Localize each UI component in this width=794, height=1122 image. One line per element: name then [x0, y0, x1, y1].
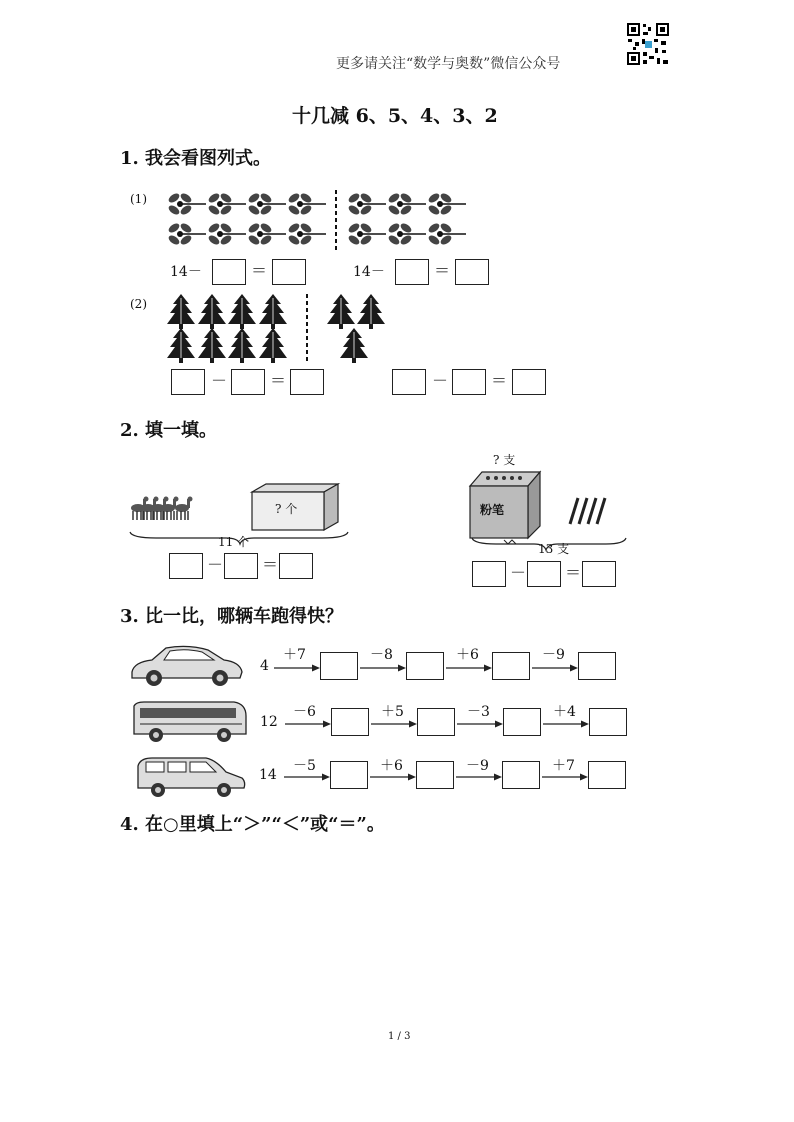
- minus-sign: －: [211, 371, 228, 390]
- q3-row3-start: 14: [259, 767, 277, 783]
- q3-row3-op: －9: [466, 758, 489, 774]
- car-illustration: [128, 642, 246, 688]
- answer-box[interactable]: [279, 553, 313, 579]
- qr-code-image: [626, 22, 670, 66]
- q2-left-box-label: ? 个: [275, 502, 298, 516]
- q2-right-box-label: 粉笔: [480, 503, 505, 517]
- q3-row3-op: ＋7: [552, 758, 575, 774]
- answer-box[interactable]: [503, 708, 541, 736]
- answer-box[interactable]: [320, 652, 358, 680]
- q1-part2-label: (2): [130, 297, 147, 311]
- q3-row2-op: ＋4: [553, 704, 576, 720]
- q3-row1-op: ＋7: [283, 647, 306, 663]
- answer-box[interactable]: [290, 369, 324, 395]
- q3-row2-start: 12: [260, 714, 278, 730]
- arrow-icon: [542, 772, 588, 782]
- q4-heading: 4. 在○里填上“＞”“＜”或“＝”。: [120, 814, 385, 835]
- q3-heading: 3. 比一比，哪辆车跑得快？: [120, 606, 344, 627]
- answer-box[interactable]: [231, 369, 265, 395]
- q1-part1-start-right: 14－: [353, 264, 385, 280]
- arrow-icon: [456, 772, 502, 782]
- bus-illustration: [130, 698, 250, 744]
- q2-heading: 2. 填一填。: [120, 420, 218, 441]
- q3-row3-op: ＋6: [380, 758, 403, 774]
- equals-sign: ＝: [565, 563, 582, 582]
- answer-box[interactable]: [502, 761, 540, 789]
- q3-row1-start: 4: [260, 658, 269, 674]
- arrow-icon: [285, 719, 331, 729]
- q3-row1-op: －8: [370, 647, 393, 663]
- q3-row3-op: －5: [293, 758, 316, 774]
- answer-box[interactable]: [588, 761, 626, 789]
- answer-box[interactable]: [589, 708, 627, 736]
- q1-part1-start-left: 14－: [170, 264, 202, 280]
- arrow-icon: [360, 663, 406, 673]
- answer-box[interactable]: [169, 553, 203, 579]
- arrow-icon: [532, 663, 578, 673]
- answer-box[interactable]: [416, 761, 454, 789]
- answer-box[interactable]: [472, 561, 506, 587]
- answer-box[interactable]: [582, 561, 616, 587]
- trees-illustration: [164, 292, 394, 364]
- equals-sign: ＝: [262, 555, 279, 574]
- answer-box[interactable]: [330, 761, 368, 789]
- answer-box[interactable]: [331, 708, 369, 736]
- van-illustration: [132, 752, 250, 800]
- answer-box[interactable]: [452, 369, 486, 395]
- answer-box[interactable]: [417, 708, 455, 736]
- q2-right-total: 13 支: [538, 542, 570, 556]
- header-note: 更多请关注“数学与奥数”微信公众号: [336, 56, 561, 72]
- q1-heading: 1. 我会看图列式。: [120, 148, 272, 169]
- answer-box[interactable]: [578, 652, 616, 680]
- arrow-icon: [457, 719, 503, 729]
- answer-box[interactable]: [406, 652, 444, 680]
- minus-sign: －: [432, 371, 449, 390]
- page-title: 十几减 6、5、4、3、2: [292, 105, 498, 127]
- q2-right-top-label: ? 支: [493, 453, 516, 467]
- equals-sign: ＝: [434, 261, 451, 280]
- answer-box[interactable]: [171, 369, 205, 395]
- q3-row1-op: －9: [542, 647, 565, 663]
- arrow-icon: [284, 772, 330, 782]
- minus-sign: －: [207, 555, 224, 574]
- q3-row2-op: ＋5: [381, 704, 404, 720]
- arrow-icon: [274, 663, 320, 673]
- equals-sign: ＝: [251, 261, 268, 280]
- answer-box[interactable]: [212, 259, 246, 285]
- answer-box[interactable]: [272, 259, 306, 285]
- arrow-icon: [446, 663, 492, 673]
- q1-part1-label: (1): [130, 192, 147, 206]
- dragonflies-illustration: [160, 188, 480, 252]
- answer-box[interactable]: [492, 652, 530, 680]
- equals-sign: ＝: [270, 371, 287, 390]
- equals-sign: ＝: [491, 371, 508, 390]
- answer-box[interactable]: [527, 561, 561, 587]
- q3-row2-op: －3: [467, 704, 490, 720]
- arrow-icon: [371, 719, 417, 729]
- page-number: 1 / 3: [388, 1031, 411, 1042]
- answer-box[interactable]: [224, 553, 258, 579]
- answer-box[interactable]: [392, 369, 426, 395]
- q2-left-total: 11 个: [218, 535, 250, 549]
- q3-row1-op: ＋6: [456, 647, 479, 663]
- q3-row2-op: －6: [293, 704, 316, 720]
- answer-box[interactable]: [512, 369, 546, 395]
- arrow-icon: [543, 719, 589, 729]
- answer-box[interactable]: [455, 259, 489, 285]
- answer-box[interactable]: [395, 259, 429, 285]
- arrow-icon: [370, 772, 416, 782]
- minus-sign: －: [510, 563, 527, 582]
